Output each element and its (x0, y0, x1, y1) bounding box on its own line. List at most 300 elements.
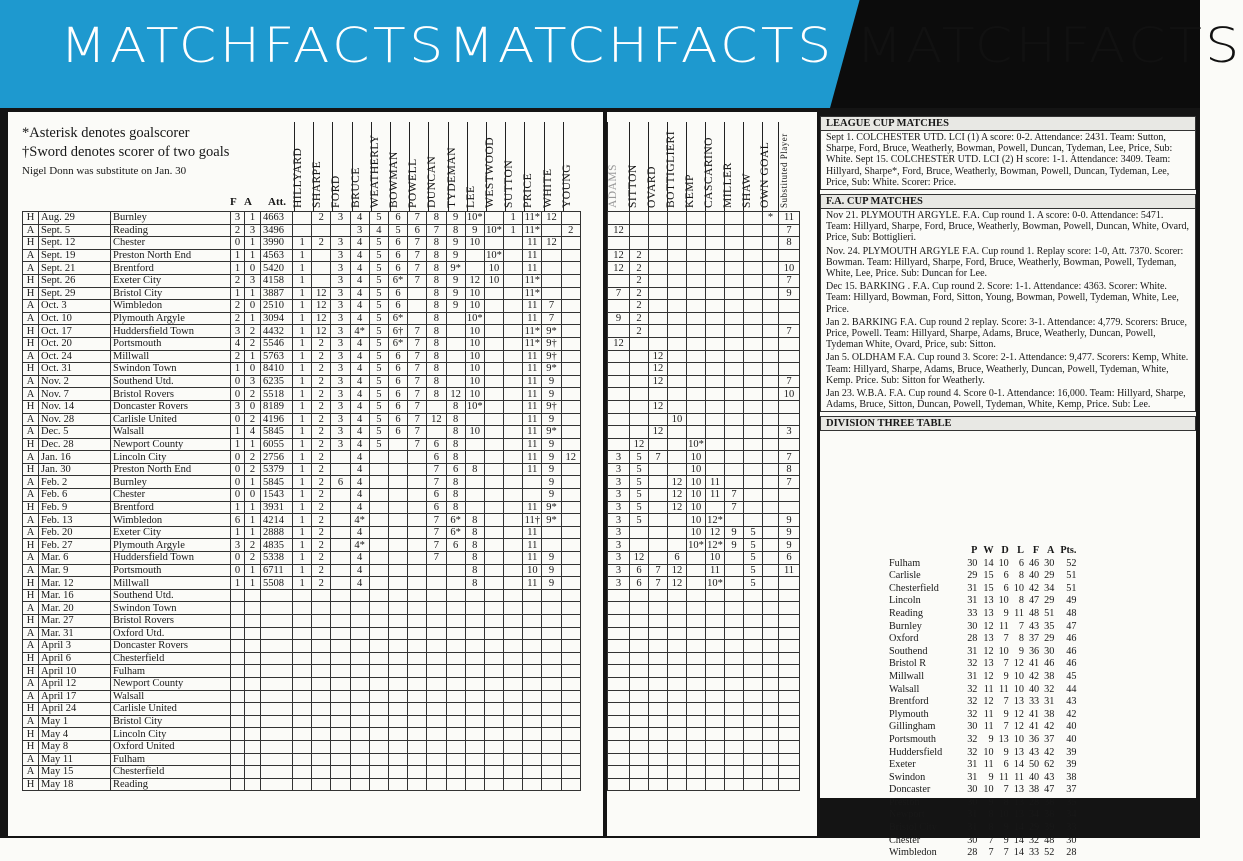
fixture-row (23, 526, 581, 539)
player-cell (725, 476, 744, 489)
player-cell (779, 615, 800, 628)
player-cell (523, 740, 542, 753)
venue-cell: A (23, 489, 39, 502)
player-cell (744, 602, 763, 615)
team-name-cell: Fulham (889, 557, 921, 569)
player-cell (630, 526, 649, 539)
fixture-row (23, 287, 581, 300)
player-cell (484, 413, 503, 426)
player-cell (427, 602, 446, 615)
player-cell (331, 766, 350, 779)
player-cell: 7 (408, 363, 427, 376)
player-cell (744, 262, 763, 275)
stat-cell: 31 (967, 822, 978, 834)
fixtures-table (22, 211, 581, 791)
player-cell (504, 766, 523, 779)
player-cell (408, 627, 427, 640)
fixture-row (23, 728, 581, 741)
player-cell (744, 753, 763, 766)
player-cell (446, 740, 465, 753)
player-cell (744, 325, 763, 338)
stat-cell: 15 (983, 582, 994, 594)
stat-cell: 38 (1044, 708, 1055, 720)
player-cell (408, 652, 427, 665)
player-cell: 3 (331, 262, 350, 275)
fixture-row-continued (608, 778, 800, 791)
player-cell: 9 (542, 438, 561, 451)
player-cell: 8 (427, 363, 446, 376)
player-cell (561, 728, 580, 741)
team-name-cell: Chesterfield (889, 582, 939, 594)
player-cell (706, 652, 725, 665)
venue-cell: H (23, 740, 39, 753)
player-cell: 7 (779, 325, 800, 338)
fixture-row-continued (608, 740, 800, 753)
goals-against-cell: 1 (245, 476, 261, 489)
player-cell (331, 652, 350, 665)
date-cell: May 11 (39, 753, 111, 766)
player-cell (561, 665, 580, 678)
player-cell (427, 615, 446, 628)
player-cell (725, 652, 744, 665)
player-cell: 5 (388, 224, 407, 237)
player-cell (542, 589, 561, 602)
player-cell (649, 615, 668, 628)
player-cell (504, 690, 523, 703)
player-cell (484, 577, 503, 590)
player-cell: 6 (630, 577, 649, 590)
goals-for-cell: 1 (231, 249, 245, 262)
player-cell: 12 (668, 476, 687, 489)
stat-cell: 13 (983, 658, 994, 670)
player-cell (523, 753, 542, 766)
player-cell: 6 (388, 400, 407, 413)
player-cell (630, 615, 649, 628)
table-row (888, 672, 1078, 683)
player-cell (504, 451, 523, 464)
player-cell (779, 350, 800, 363)
player-cell (763, 426, 779, 439)
player-cell: 10 (687, 501, 706, 514)
player-cell: 3 (608, 463, 630, 476)
goals-for-cell (231, 703, 245, 716)
player-cell (388, 539, 407, 552)
player-cell (779, 337, 800, 350)
player-cell: 8 (446, 438, 465, 451)
player-cell (388, 690, 407, 703)
player-cell (504, 388, 523, 401)
player-cell (630, 640, 649, 653)
player-cell (687, 237, 706, 250)
opponent-cell: Huddersfield Town (111, 552, 231, 565)
player-cell: 6 (427, 489, 446, 502)
player-cell (706, 287, 725, 300)
player-cell: 1 (293, 337, 312, 350)
player-cell (561, 438, 580, 451)
stat-cell: 30 (967, 721, 978, 733)
stat-cell: 42 (1066, 708, 1077, 720)
player-cell (706, 300, 725, 313)
player-cell (293, 615, 312, 628)
fixture-row-continued (608, 766, 800, 779)
goals-against-cell: 0 (245, 300, 261, 313)
date-cell: Sept. 26 (39, 274, 111, 287)
player-cell (504, 577, 523, 590)
player-cell: 7 (779, 375, 800, 388)
player-cell: 4 (350, 337, 369, 350)
player-cell (649, 589, 668, 602)
fixture-row-continued (608, 640, 800, 653)
player-cell (649, 526, 668, 539)
player-cell (706, 438, 725, 451)
player-cell (744, 677, 763, 690)
player-cell: 12* (707, 539, 723, 551)
player-cell (504, 312, 523, 325)
venue-cell: A (23, 375, 39, 388)
player-cell (744, 375, 763, 388)
player-cell (446, 652, 465, 665)
player-cell (427, 640, 446, 653)
stat-cell: 6 (1003, 570, 1009, 582)
player-cell (668, 388, 687, 401)
player-cell: 1 (293, 287, 312, 300)
table-row (888, 735, 1078, 746)
player-cell (649, 237, 668, 250)
player-cell (484, 552, 503, 565)
player-cell (369, 627, 388, 640)
player-cell (668, 766, 687, 779)
player-cell (668, 375, 687, 388)
player-cell (763, 539, 779, 552)
player-cell (465, 489, 484, 502)
venue-cell: A (23, 552, 39, 565)
player-cell (668, 337, 687, 350)
stat-cell: 38 (1044, 809, 1055, 821)
player-cell: 10 (484, 262, 503, 275)
player-cell: 9 (542, 413, 561, 426)
player-cell (763, 778, 779, 791)
stat-cell: 12 (983, 620, 994, 632)
player-cell: 11 (523, 400, 542, 413)
player-cell: 7 (779, 224, 800, 237)
player-cell (763, 489, 779, 502)
player-cell (744, 615, 763, 628)
player-cell (312, 703, 331, 716)
player-cell (687, 212, 706, 225)
stat-cell: 14 (1013, 847, 1024, 859)
player-cell: 7 (427, 476, 446, 489)
player-cell (763, 350, 779, 363)
player-cell (388, 778, 407, 791)
player-cell: 7 (408, 237, 427, 250)
player-cell (446, 766, 465, 779)
goals-for-cell: 3 (231, 325, 245, 338)
opponent-cell: Chesterfield (111, 652, 231, 665)
venue-cell: A (23, 602, 39, 615)
player-cell (668, 438, 687, 451)
player-cell (388, 766, 407, 779)
player-cell (446, 589, 465, 602)
player-cell (687, 300, 706, 313)
player-cell (388, 753, 407, 766)
player-cell (668, 325, 687, 338)
stat-cell: 10 (983, 746, 994, 758)
player-cell (350, 627, 369, 640)
player-cell: 1 (293, 564, 312, 577)
legend-sword: †Sword denotes scorer of two goals (22, 144, 230, 160)
player-cell: 8 (465, 539, 484, 552)
stat-cell: 6 (1003, 759, 1009, 771)
attendance-cell: 6055 (261, 438, 293, 451)
player-cell (687, 766, 706, 779)
goals-against-cell: 3 (245, 274, 261, 287)
player-cell: 9 (446, 274, 465, 287)
player-cell: 8 (465, 463, 484, 476)
player-cell (725, 627, 744, 640)
venue-cell: A (23, 312, 39, 325)
stat-cell: 13 (983, 607, 994, 619)
player-cell: 3 (608, 564, 630, 577)
opponent-cell: Lincoln City (111, 728, 231, 741)
player-cell (744, 237, 763, 250)
fa-cup-item: Nov. 24. PLYMOUTH ARGYLE F.A. Cup round 1. Replay score: 1-0, Att. 7370. Scorer: Bowman. Team: Hillyard, Sharpe, Ford, Bruce, Weatherly, Bowman, Powell, Tydeman, White, Lee, Price. Sub: Duncan for Lee. (826, 245, 1184, 280)
stat-cell: 33 (967, 607, 978, 619)
goals-for-cell: 0 (231, 388, 245, 401)
team-name-cell: Burnley (889, 620, 922, 632)
player-cell: 11 (523, 463, 542, 476)
stat-cell: 40 (1028, 570, 1040, 582)
table-header: A (1046, 545, 1055, 556)
player-cell (763, 602, 779, 615)
player-cell (630, 350, 649, 363)
player-cell: 10 (465, 363, 484, 376)
header-att: Att. (268, 196, 287, 208)
player-cell (350, 602, 369, 615)
goals-for-cell: 0 (231, 476, 245, 489)
player-cell: 4 (350, 375, 369, 388)
player-cell: 5 (369, 300, 388, 313)
date-cell: Oct. 3 (39, 300, 111, 313)
legend-asterisk: *Asterisk denotes goalscorer (22, 125, 190, 141)
stat-cell: 30 (967, 557, 978, 569)
player-cell (542, 753, 561, 766)
player-cell: 4 (350, 274, 369, 287)
player-cell (608, 375, 630, 388)
player-cell: 2 (312, 526, 331, 539)
player-cell: 11 (523, 526, 542, 539)
player-cell (484, 665, 503, 678)
venue-cell: H (23, 778, 39, 791)
team-name-cell: Bristol R (889, 658, 927, 670)
player-cell: 11* (524, 275, 541, 287)
player-cell (369, 677, 388, 690)
player-cell: 7 (427, 224, 446, 237)
player-cell (388, 438, 407, 451)
player-cell: 4 (350, 249, 369, 262)
stat-cell: 46 (1066, 633, 1077, 645)
date-cell: Mar. 6 (39, 552, 111, 565)
fixture-row-continued (608, 627, 800, 640)
player-cell (293, 589, 312, 602)
player-cell (369, 602, 388, 615)
player-cell (561, 262, 580, 275)
player-cell (608, 615, 630, 628)
player-cell (388, 640, 407, 653)
player-cell: 4 (350, 300, 369, 313)
team-name-cell: Swindon (889, 771, 926, 783)
player-cell (744, 426, 763, 439)
stat-cell: 11 (983, 721, 994, 733)
player-cell (504, 262, 523, 275)
stat-cell: 15 (983, 570, 994, 582)
attendance-cell (261, 602, 293, 615)
goals-against-cell (245, 677, 261, 690)
stat-cell: 33 (1028, 847, 1040, 859)
player-cell (561, 426, 580, 439)
player-cell: 7 (408, 274, 427, 287)
attendance-cell: 4214 (261, 514, 293, 527)
player-cell (779, 690, 800, 703)
player-cell (446, 753, 465, 766)
player-cell: 3 (331, 426, 350, 439)
player-cell (630, 728, 649, 741)
player-cell (744, 212, 763, 225)
player-cell (427, 564, 446, 577)
player-cell (561, 501, 580, 514)
player-cell: 8 (465, 526, 484, 539)
player-cell (312, 224, 331, 237)
table-header-row (888, 546, 1078, 557)
player-cell (312, 249, 331, 262)
player-header: BOTTIGLIERI (667, 122, 686, 212)
player-cell (649, 463, 668, 476)
player-cell (504, 589, 523, 602)
date-cell: May 15 (39, 766, 111, 779)
attendance-cell: 3887 (261, 287, 293, 300)
player-cell (649, 274, 668, 287)
player-cell (763, 451, 779, 464)
player-cell (484, 501, 503, 514)
opponent-cell: Bristol Rovers (111, 615, 231, 628)
player-cell (706, 400, 725, 413)
player-cell (630, 400, 649, 413)
table-row (888, 760, 1078, 771)
player-cell (293, 224, 312, 237)
goals-for-cell: 0 (231, 463, 245, 476)
player-cell: 10* (486, 250, 502, 262)
stat-cell: 45 (1066, 670, 1077, 682)
player-cell (331, 677, 350, 690)
player-cell: 1 (293, 463, 312, 476)
player-cell (408, 677, 427, 690)
player-cell (408, 778, 427, 791)
player-cell (331, 715, 350, 728)
fixture-row (23, 489, 581, 502)
fixture-row-continued (608, 312, 800, 325)
player-cell: 7 (408, 413, 427, 426)
player-cell: 11 (523, 363, 542, 376)
stat-cell: 11 (1014, 771, 1024, 783)
player-cell (388, 514, 407, 527)
player-cell (779, 740, 800, 753)
player-cell: 12 (608, 224, 630, 237)
stat-cell: 7 (1003, 721, 1009, 733)
stat-cell: 52 (1044, 847, 1055, 859)
player-cell (630, 690, 649, 703)
player-cell: 1 (293, 237, 312, 250)
player-cell (687, 388, 706, 401)
stat-cell: 40 (1066, 733, 1077, 745)
stat-cell: 7 (1003, 696, 1009, 708)
player-cell (649, 489, 668, 502)
player-cell (779, 677, 800, 690)
player-cell: 2 (312, 426, 331, 439)
stat-cell: 30 (967, 834, 978, 846)
goals-against-cell: 1 (245, 249, 261, 262)
player-cell: 10 (779, 388, 800, 401)
player-cell: 9 (542, 451, 561, 464)
player-cell (388, 552, 407, 565)
date-cell: Sept. 21 (39, 262, 111, 275)
player-cell (706, 501, 725, 514)
player-cell (744, 665, 763, 678)
goals-for-cell (231, 690, 245, 703)
goals-for-cell (231, 677, 245, 690)
player-cell (388, 501, 407, 514)
stat-cell: 51 (1066, 570, 1077, 582)
stat-cell: 51 (1066, 582, 1077, 594)
player-cell: 4 (350, 287, 369, 300)
player-cell (668, 728, 687, 741)
player-cell (484, 375, 503, 388)
player-cell: 7 (408, 388, 427, 401)
stat-cell: 12 (1013, 658, 1024, 670)
player-cell (630, 766, 649, 779)
date-cell: Sept. 19 (39, 249, 111, 262)
stat-cell: 38 (1044, 670, 1055, 682)
player-cell (630, 602, 649, 615)
fixture-row (23, 715, 581, 728)
player-cell: 10* (688, 539, 704, 551)
stat-cell: 11 (983, 759, 994, 771)
player-cell: 1 (293, 249, 312, 262)
player-cell (687, 690, 706, 703)
player-cell (484, 489, 503, 502)
goals-for-cell: 0 (231, 451, 245, 464)
player-cell: 8 (465, 564, 484, 577)
player-cell: 6 (388, 388, 407, 401)
attendance-cell: 4158 (261, 274, 293, 287)
player-cell (668, 677, 687, 690)
player-cell: 6 (388, 300, 407, 313)
player-cell (649, 766, 668, 779)
player-cell: 10 (687, 476, 706, 489)
opponent-cell: Bristol City (111, 715, 231, 728)
stat-cell: 7 (988, 847, 994, 859)
player-cell (608, 740, 630, 753)
stat-cell: 13 (1013, 746, 1024, 758)
player-cell (608, 388, 630, 401)
player-cell (504, 539, 523, 552)
opponent-cell: Doncaster Rovers (111, 640, 231, 653)
player-cell (744, 300, 763, 313)
stat-cell: 41 (1028, 658, 1040, 670)
player-cell (427, 753, 446, 766)
player-cell (523, 640, 542, 653)
player-cell (706, 615, 725, 628)
player-cell (763, 703, 779, 716)
stat-cell: 31 (1044, 696, 1055, 708)
